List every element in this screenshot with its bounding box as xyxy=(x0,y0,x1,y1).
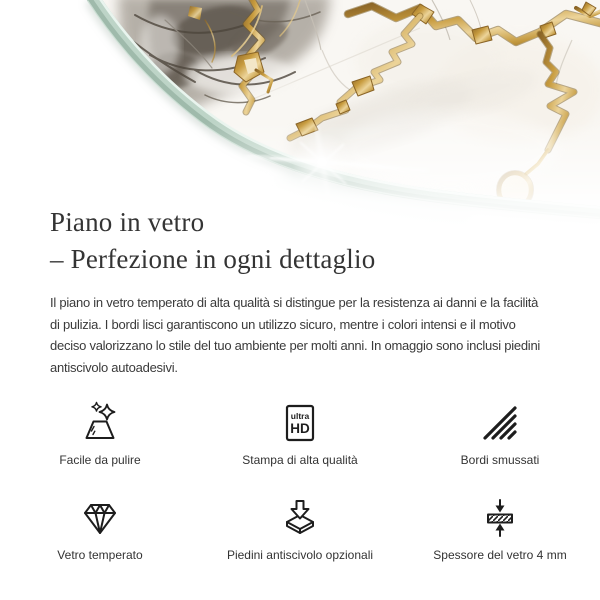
feature-label: Vetro temperato xyxy=(57,548,143,562)
beveled-edge-icon xyxy=(478,401,522,445)
ultra-hd-badge-top: ultra xyxy=(290,411,310,421)
paragraph-line: di pulizia. I bordi lisci garantiscono un utilizzo sicuro, mentre i colori intensi e il motivo xyxy=(50,316,516,332)
paragraph-line: Il piano in vetro temperato di alta qualità si distingue per la resistenza ai danni e la facilità xyxy=(50,295,539,310)
title-line-2: – Perfezione in ogni dettaglio xyxy=(50,244,376,274)
page-title xyxy=(50,204,570,278)
feature-glass-thickness xyxy=(400,496,600,563)
feature-label: Spessore del vetro 4 mm xyxy=(433,548,567,562)
feature-label: Piedini antiscivolo opzionali xyxy=(226,548,374,562)
feature-grid xyxy=(0,401,600,563)
feature-easy-clean xyxy=(0,401,200,468)
description-paragraph xyxy=(50,292,570,378)
hero-product-image xyxy=(0,0,600,236)
sparkle-clean-icon xyxy=(78,401,122,445)
feature-label: Facile da pulire xyxy=(59,453,141,467)
diamond-icon xyxy=(78,496,122,540)
feature-tempered-glass xyxy=(0,496,200,563)
glass-thickness-icon xyxy=(478,496,522,540)
paragraph-line: deciso valorizzano lo stile del tuo ambiente per molti anni. In omaggio sono inclusi piedini xyxy=(50,338,541,353)
description-section xyxy=(50,204,570,378)
title-line-1: Piano in vetro xyxy=(50,207,205,237)
feature-label: Stampa di alta qualità xyxy=(242,453,358,467)
paragraph-line: antiscivolo autoadesivi. xyxy=(50,359,178,375)
feature-beveled-edges xyxy=(400,401,600,468)
ultra-hd-icon xyxy=(278,401,322,445)
anti-slip-pad-icon xyxy=(278,496,322,540)
ultra-hd-badge-bottom: HD xyxy=(290,421,310,436)
feature-label: Bordi smussati xyxy=(460,453,540,467)
feature-anti-slip-pads xyxy=(200,496,400,563)
feature-print-quality xyxy=(200,401,400,468)
